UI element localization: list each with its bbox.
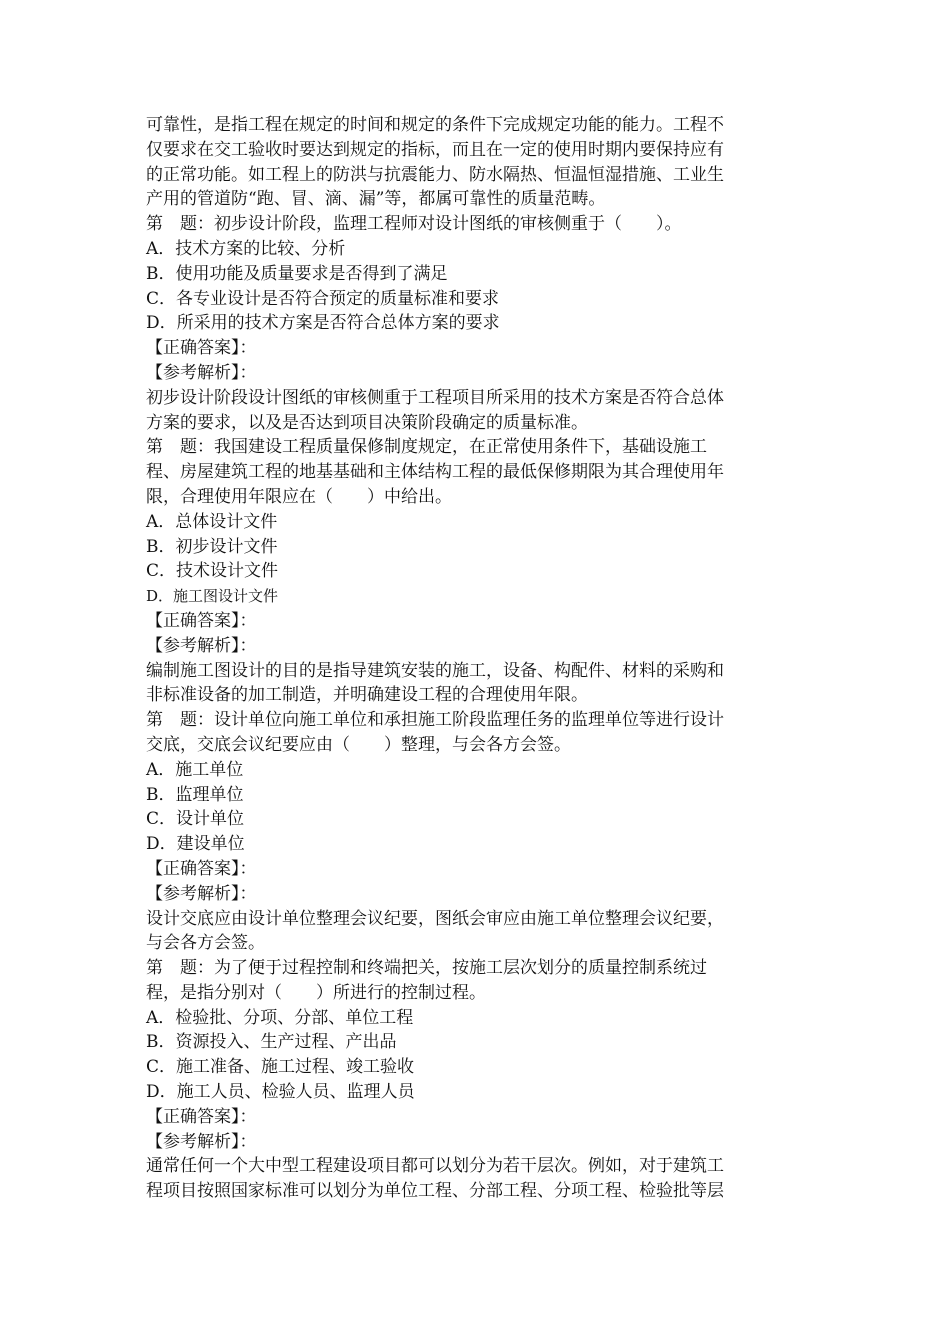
option-line: A．施工单位: [146, 759, 244, 780]
option-line: B．初步设计文件: [146, 536, 278, 557]
text-line: 可靠性，是指工程在规定的时间和规定的条件下完成规定功能的能力。工程不: [146, 115, 724, 135]
answer-label: 【正确答案】：: [146, 1106, 257, 1127]
text-line: 通常任何一个大中型工程建设项目都可以划分为若干层次。例如，对于建筑工: [146, 1156, 724, 1177]
question-line: 第 题：设计单位向施工单位和承担施工阶段监理任务的监理单位等进行设计: [146, 710, 724, 731]
option-line: D．建设单位: [146, 834, 245, 855]
text-line: 设计交底应由设计单位整理会议纪要，图纸会审应由施工单位整理会议纪要，: [146, 908, 724, 929]
analysis-label: 【参考解析】：: [146, 635, 257, 656]
question-line: 程，是指分别对（ ）所进行的控制过程。: [146, 982, 486, 1003]
answer-label: 【正确答案】：: [146, 858, 257, 879]
analysis-label: 【参考解析】：: [146, 1131, 257, 1152]
answer-label: 【正确答案】：: [146, 338, 257, 359]
option-line: B．资源投入、生产过程、产出品: [146, 1032, 397, 1053]
question-line: 第 题：为了便于过程控制和终端把关，按施工层次划分的质量控制系统过: [146, 958, 707, 979]
text-line: 程项目按照国家标准可以划分为单位工程、分部工程、分项工程、检验批等层: [146, 1181, 724, 1202]
option-line: B．使用功能及质量要求是否得到了满足: [146, 263, 448, 284]
option-line: C．施工准备、施工过程、竣工验收: [146, 1057, 415, 1078]
question-line: 程、房屋建筑工程的地基基础和主体结构工程的最低保修期限为其合理使用年: [146, 462, 724, 483]
document-page: [146, 113, 806, 1204]
answer-label: 【正确答案】：: [146, 610, 257, 631]
question-line: 第 题：初步设计阶段，监理工程师对设计图纸的审核侧重于（ ）。: [146, 214, 682, 235]
option-line: D．施工人员、检验人员、监理人员: [146, 1082, 415, 1103]
text-line: 与会各方会签。: [146, 933, 265, 954]
question-line: 限，合理使用年限应在（ ）中给出。: [146, 486, 452, 507]
text-line: 产用的管道防“跑、冒、滴、漏”等，都属可靠性的质量范畴。: [146, 189, 606, 210]
option-line: A．总体设计文件: [146, 511, 278, 532]
option-line: C．各专业设计是否符合预定的质量标准和要求: [146, 288, 500, 309]
option-line: A．技术方案的比较、分析: [146, 238, 346, 259]
option-line: B．监理单位: [146, 784, 244, 805]
text-line: 仅要求在交工验收时要达到规定的指标，而且在一定的使用时期内要保持应有: [146, 139, 724, 160]
analysis-label: 【参考解析】：: [146, 883, 257, 904]
question-line: 第 题：我国建设工程质量保修制度规定，在正常使用条件下，基础设施工: [146, 437, 707, 458]
question-line: 交底，交底会议纪要应由（ ）整理，与会各方会签。: [146, 734, 571, 755]
option-line: D．所采用的技术方案是否符合总体方案的要求: [146, 313, 500, 334]
text-line: 编制施工图设计的目的是指导建筑安装的施工，设备、构配件、材料的采购和: [146, 660, 724, 681]
text-line: 非标准设备的加工制造，并明确建设工程的合理使用年限。: [146, 685, 588, 706]
text-line: 初步设计阶段设计图纸的审核侧重于工程项目所采用的技术方案是否符合总体: [146, 387, 724, 408]
option-line: A．检验批、分项、分部、单位工程: [146, 1007, 414, 1028]
option-line: C．设计单位: [146, 809, 245, 830]
text-line: 方案的要求，以及是否达到项目决策阶段确定的质量标准。: [146, 412, 588, 433]
option-line: D．施工图设计文件: [146, 587, 279, 606]
text-line: 的正常功能。如工程上的防洪与抗震能力、防水隔热、恒温恒湿措施、工业生: [146, 164, 724, 185]
analysis-label: 【参考解析】：: [146, 362, 257, 383]
option-line: C．技术设计文件: [146, 561, 279, 582]
